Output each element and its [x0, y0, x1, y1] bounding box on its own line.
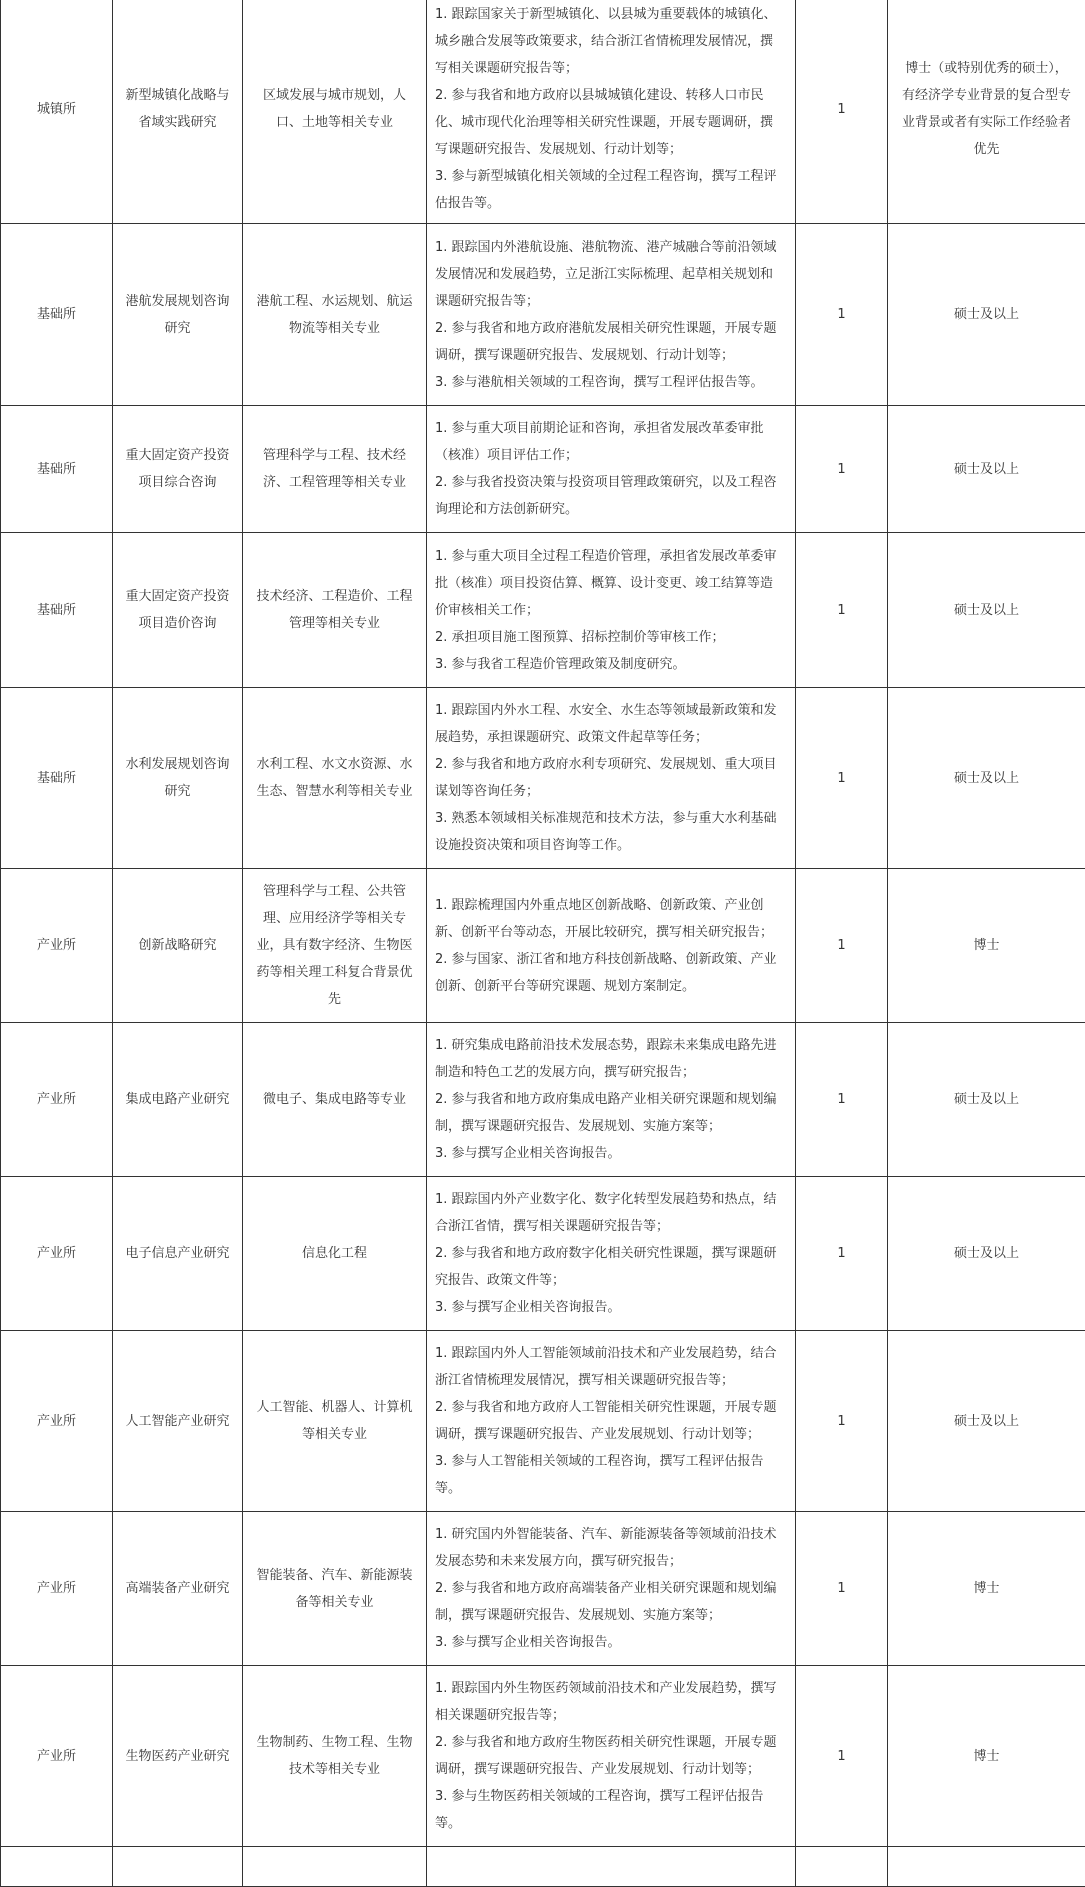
position-cell: 创新战略研究	[113, 869, 243, 1023]
duty-line: 3. 参与生物医药相关领域的工程咨询，撰写工程评估报告等。	[435, 1783, 785, 1837]
position-cell: 重大固定资产投资项目综合咨询	[113, 406, 243, 533]
count-cell: 1	[796, 1177, 888, 1331]
dept-cell: 城镇所	[1, 0, 113, 224]
duties-cell	[427, 0, 796, 224]
major-cell: 管理科学与工程、技术经济、工程管理等相关专业	[243, 406, 427, 533]
duty-line: 3. 参与新型城镇化相关领域的全过程工程咨询，撰写工程评估报告等。	[435, 163, 785, 217]
count-cell: 1	[796, 1331, 888, 1512]
dept-cell: 基础所	[1, 688, 113, 869]
education-cell: 博士	[888, 1666, 1085, 1847]
education-cell: 硕士及以上	[888, 1023, 1085, 1177]
duty-line: 2. 参与我省和地方政府生物医药相关研究性课题，开展专题调研，撰写课题研究报告、产业发展规划、行动计划等；	[435, 1729, 785, 1783]
duties-cell	[427, 1023, 796, 1177]
duties-cell	[427, 1512, 796, 1666]
duties-cell	[427, 1666, 796, 1847]
duty-line: 1. 参与重大项目全过程工程造价管理，承担省发展改革委审批（核准）项目投资估算、概算、设计变更、竣工结算等造价审核相关工作；	[435, 543, 785, 624]
major-cell: 管理科学与工程、公共管理、应用经济学等相关专业，具有数字经济、生物医药等相关理工科复合背景优先	[243, 869, 427, 1023]
duty-line: 1. 跟踪国家关于新型城镇化、以县城为重要载体的城镇化、城乡融合发展等政策要求，结合浙江省情梳理发展情况，撰写相关课题研究报告等；	[435, 1, 785, 82]
duty-line: 3. 参与撰写企业相关咨询报告。	[435, 1294, 785, 1321]
major-cell: 技术经济、工程造价、工程管理等相关专业	[243, 533, 427, 688]
duty-line: 2. 参与我省和地方政府水利专项研究、发展规划、重大项目谋划等咨询任务；	[435, 751, 785, 805]
table-row	[1, 869, 1085, 1023]
education-cell: 博士	[888, 1512, 1085, 1666]
duty-line: 2. 参与我省和地方政府集成电路产业相关研究课题和规划编制，撰写课题研究报告、发展规划、实施方案等；	[435, 1086, 785, 1140]
duty-line: 1. 跟踪梳理国内外重点地区创新战略、创新政策、产业创新、创新平台等动态，开展比较研究，撰写相关研究报告；	[435, 892, 785, 946]
duty-line: 1. 参与重大项目前期论证和咨询，承担省发展改革委审批（核准）项目评估工作；	[435, 415, 785, 469]
position-cell: 港航发展规划咨询研究	[113, 224, 243, 406]
count-cell: 1	[796, 0, 888, 224]
duties-cell	[427, 1331, 796, 1512]
position-cell: 重大固定资产投资项目造价咨询	[113, 533, 243, 688]
position-cell: 高端装备产业研究	[113, 1512, 243, 1666]
major-cell: 区域发展与城市规划，人口、土地等相关专业	[243, 0, 427, 224]
duty-line: 2. 参与我省和地方政府数字化相关研究性课题，撰写课题研究报告、政策文件等；	[435, 1240, 785, 1294]
duty-line: 2. 参与我省和地方政府高端装备产业相关研究课题和规划编制，撰写课题研究报告、发展规划、实施方案等；	[435, 1575, 785, 1629]
table-row	[1, 0, 1085, 224]
duty-line: 2. 参与我省投资决策与投资项目管理政策研究，以及工程咨询理论和方法创新研究。	[435, 469, 785, 523]
major-cell: 水利工程、水文水资源、水生态、智慧水利等相关专业	[243, 688, 427, 869]
education-cell: 硕士及以上	[888, 1331, 1085, 1512]
duty-line: 1. 跟踪国内外产业数字化、数字化转型发展趋势和热点，结合浙江省情，撰写相关课题研究报告等；	[435, 1186, 785, 1240]
education-cell: 博士	[888, 869, 1085, 1023]
table-row	[1, 688, 1085, 869]
count-cell: 1	[796, 406, 888, 533]
duty-line: 1. 研究国内外智能装备、汽车、新能源装备等领域前沿技术发展态势和未来发展方向，撰写研究报告；	[435, 1521, 785, 1575]
education-cell: 博士（或特别优秀的硕士），有经济学专业背景的复合型专业背景或者有实际工作经验者优先	[888, 0, 1085, 224]
duty-line: 1. 跟踪国内外生物医药领域前沿技术和产业发展趋势，撰写相关课题研究报告等；	[435, 1675, 785, 1729]
position-cell: 人工智能产业研究	[113, 1331, 243, 1512]
duty-line: 3. 参与撰写企业相关咨询报告。	[435, 1140, 785, 1167]
dept-cell: 产业所	[1, 1666, 113, 1847]
table-row	[1, 1331, 1085, 1512]
education-cell: 硕士及以上	[888, 1177, 1085, 1331]
count-cell: 1	[796, 1666, 888, 1847]
dept-cell: 基础所	[1, 224, 113, 406]
count-cell: 1	[796, 688, 888, 869]
count-cell: 1	[796, 1512, 888, 1666]
duty-line: 2. 参与我省和地方政府以县城城镇化建设、转移人口市民化、城市现代化治理等相关研究性课题，开展专题调研，撰写课题研究报告、发展规划、行动计划等；	[435, 82, 785, 163]
table-row	[1, 533, 1085, 688]
duties-cell	[427, 869, 796, 1023]
table-row	[1, 224, 1085, 406]
table-body	[1, 0, 1085, 1887]
duty-line: 3. 参与撰写企业相关咨询报告。	[435, 1629, 785, 1656]
position-cell: 集成电路产业研究	[113, 1023, 243, 1177]
position-cell: 新型城镇化战略与省域实践研究	[113, 0, 243, 224]
table-row	[1, 1666, 1085, 1847]
duty-line: 1. 跟踪国内外人工智能领域前沿技术和产业发展趋势，结合浙江省情梳理发展情况，撰写相关课题研究报告等；	[435, 1340, 785, 1394]
duty-line: 2. 承担项目施工图预算、招标控制价等审核工作；	[435, 624, 785, 651]
duties-cell	[427, 1177, 796, 1331]
position-cell: 电子信息产业研究	[113, 1177, 243, 1331]
duties-cell	[427, 224, 796, 406]
duty-line: 3. 参与我省工程造价管理政策及制度研究。	[435, 651, 785, 678]
duty-line: 1. 跟踪国内外港航设施、港航物流、港产城融合等前沿领域发展情况和发展趋势，立足浙江实际梳理、起草相关规划和课题研究报告等；	[435, 234, 785, 315]
table-row	[1, 1023, 1085, 1177]
duty-line: 3. 参与港航相关领域的工程咨询，撰写工程评估报告等。	[435, 369, 785, 396]
duty-line: 2. 参与我省和地方政府港航发展相关研究性课题，开展专题调研，撰写课题研究报告、发展规划、行动计划等；	[435, 315, 785, 369]
dept-cell: 产业所	[1, 1023, 113, 1177]
major-cell: 微电子、集成电路等专业	[243, 1023, 427, 1177]
major-cell: 智能装备、汽车、新能源装备等相关专业	[243, 1512, 427, 1666]
dept-cell: 产业所	[1, 1177, 113, 1331]
major-cell: 信息化工程	[243, 1177, 427, 1331]
table-row	[1, 1177, 1085, 1331]
duties-cell	[427, 406, 796, 533]
duties-cell	[427, 533, 796, 688]
education-cell: 硕士及以上	[888, 406, 1085, 533]
table-row	[1, 1512, 1085, 1666]
dept-cell: 产业所	[1, 1512, 113, 1666]
count-cell: 1	[796, 869, 888, 1023]
duty-line: 3. 熟悉本领域相关标准规范和技术方法，参与重大水利基础设施投资决策和项目咨询等工作。	[435, 805, 785, 859]
education-cell: 硕士及以上	[888, 224, 1085, 406]
count-cell: 1	[796, 1023, 888, 1177]
duty-line: 1. 跟踪国内外水工程、水安全、水生态等领域最新政策和发展趋势，承担课题研究、政策文件起草等任务；	[435, 697, 785, 751]
dept-cell: 产业所	[1, 1331, 113, 1512]
duty-line: 2. 参与国家、浙江省和地方科技创新战略、创新政策、产业创新、创新平台等研究课题、规划方案制定。	[435, 946, 785, 1000]
count-cell: 1	[796, 533, 888, 688]
dept-cell: 基础所	[1, 406, 113, 533]
count-cell: 1	[796, 224, 888, 406]
dept-cell: 基础所	[1, 533, 113, 688]
major-cell: 人工智能、机器人、计算机等相关专业	[243, 1331, 427, 1512]
duty-line: 3. 参与人工智能相关领域的工程咨询，撰写工程评估报告等。	[435, 1448, 785, 1502]
position-cell: 生物医药产业研究	[113, 1666, 243, 1847]
dept-cell: 产业所	[1, 869, 113, 1023]
duties-cell	[427, 688, 796, 869]
duty-line: 2. 参与我省和地方政府人工智能相关研究性课题，开展专题调研，撰写课题研究报告、产业发展规划、行动计划等；	[435, 1394, 785, 1448]
position-cell: 水利发展规划咨询研究	[113, 688, 243, 869]
major-cell: 生物制药、生物工程、生物技术等相关专业	[243, 1666, 427, 1847]
education-cell: 硕士及以上	[888, 533, 1085, 688]
table-row	[1, 406, 1085, 533]
education-cell: 硕士及以上	[888, 688, 1085, 869]
duty-line: 1. 研究集成电路前沿技术发展态势，跟踪未来集成电路先进制造和特色工艺的发展方向，撰写研究报告；	[435, 1032, 785, 1086]
major-cell: 港航工程、水运规划、航运物流等相关专业	[243, 224, 427, 406]
